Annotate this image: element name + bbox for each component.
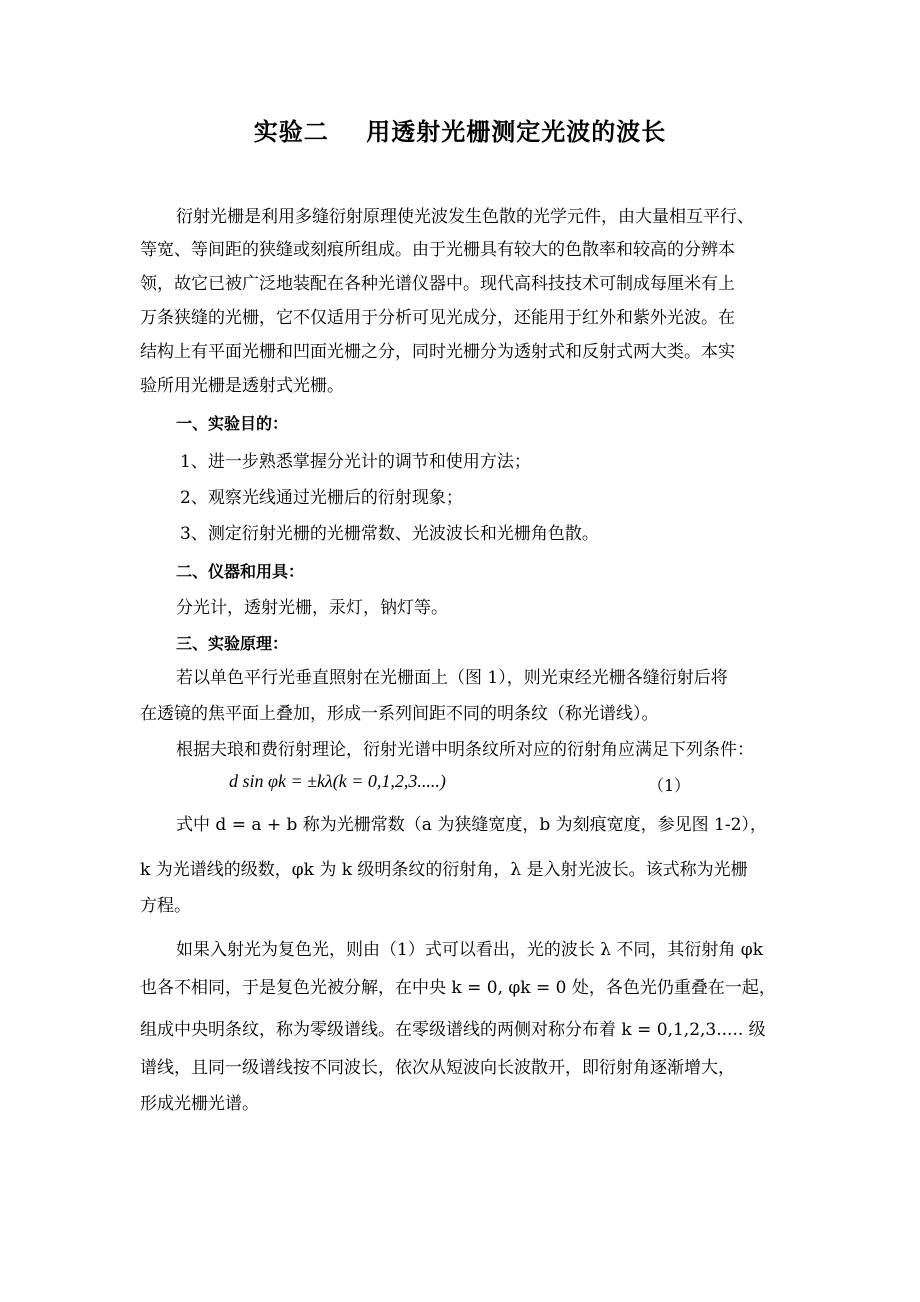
section-heading-principle: 三、实验原理： (176, 634, 289, 653)
intro-line: 结构上有平面光栅和凹面光栅之分，同时光栅分为透射式和反射式两大类。本实 (140, 342, 735, 362)
intro-line: 领，故它已被广泛地装配在各种光谱仪器中。现代高科技技术可制成每厘米有上 (140, 274, 735, 294)
intro-line: 万条狭缝的光栅，它不仅适用于分析可见光成分，还能用于红外和紫外光波。在 (140, 308, 735, 328)
principle-line: 方程。 (140, 896, 191, 916)
principle-line: 如果入射光为复色光，则由（1）式可以看出，光的波长 λ 不同，其衍射角 φk (176, 940, 764, 960)
objective-item: 3、测定衍射光栅的光栅常数、光波波长和光栅角色散。 (180, 524, 599, 544)
principle-line: 形成光栅光谱。 (140, 1094, 259, 1114)
principle-line: 若以单色平行光垂直照射在光栅面上（图 1），则光束经光栅各缝衍射后将 (176, 668, 728, 688)
grating-equation: d sin φk = ±kλ(k = 0,1,2,3.....) (229, 771, 446, 791)
principle-line: 式中 d = a + b 称为光栅常数（a 为狭缝宽度，b 为刻痕宽度，参见图 1-2）， (176, 815, 767, 835)
objective-item: 1、进一步熟悉掌握分光计的调节和使用方法； (180, 452, 531, 472)
intro-line: 衍射光栅是利用多缝衍射原理使光波发生色散的光学元件，由大量相互平行、 (176, 207, 754, 227)
principle-line: 也各不相同，于是复色光被分解，在中央 k = 0, φk = 0 处，各色光仍重叠在一起， (140, 978, 776, 998)
section-heading-objectives: 一、实验目的： (176, 414, 289, 433)
intro-line: 验所用光栅是透射式光栅。 (140, 376, 344, 396)
principle-line: k 为光谱线的级数，φk 为 k 级明条纹的衍射角，λ 是入射光波长。该式称为光栅 (140, 860, 748, 880)
intro-line: 等宽、等间距的狭缝或刻痕所组成。由于光栅具有较大的色散率和较高的分辨本 (140, 240, 735, 260)
page-title: 实验二 用透射光栅测定光波的波长 (253, 118, 667, 146)
objective-item: 2、观察光线通过光栅后的衍射现象； (180, 488, 463, 508)
principle-line: 组成中央明条纹，称为零级谱线。在零级谱线的两侧对称分布着 k = 0,1,2,3..... 级 (140, 1020, 766, 1040)
instruments-text: 分光计，透射光栅，汞灯，钠灯等。 (176, 598, 448, 618)
equation-number: （1） (648, 776, 691, 795)
principle-line: 谱线，且同一级谱线按不同波长，依次从短波向长波散开，即衍射角逐渐增大， (140, 1058, 735, 1078)
section-heading-instruments: 二、仪器和用具： (176, 562, 305, 581)
principle-line: 根据夫琅和费衍射理论，衍射光谱中明条纹所对应的衍射角应满足下列条件： (176, 740, 754, 760)
principle-line: 在透镜的焦平面上叠加，形成一系列间距不同的明条纹（称光谱线）。 (140, 704, 659, 724)
